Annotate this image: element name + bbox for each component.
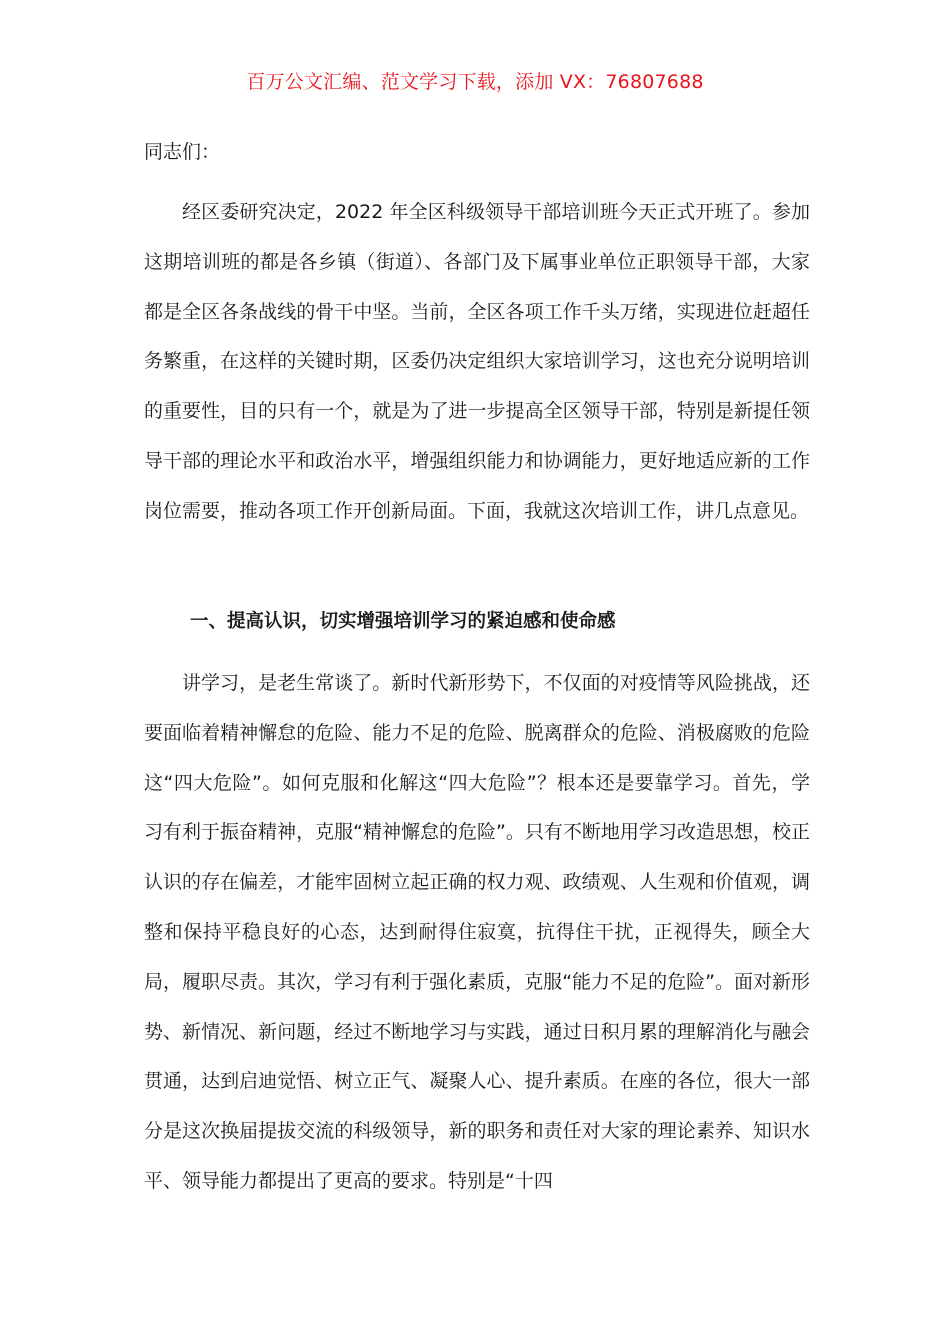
paragraph-section-1: 讲学习，是老生常谈了。新时代新形势下，不仅面的对疫情等风险挑战，还要面临着精神懈怠的危险、能力不足的危险、脱离群众的危险、消极腐败的危险这“四大危险”。如何克服和化解这“四大危险”？根本还是要靠学习。首先，学习有利于振奋精神，克服“精神懈怠的危险”。只有不断地用学习改造思想，校正认识的存在偏差，才能牢固树立起正确的权力观、政绩观、人生观和价值观，调整和保持平稳良好的心态，达到耐得住寂寞，抗得住干扰，正视得失，顾全大局，履职尽责。其次，学习有利于强化素质，克服“能力不足的危险”。面对新形势、新情况、新问题，经过不断地学习与实践，通过日积月累的理解消化与融会贯通，达到启迪觉悟、树立正气、凝聚人心、提升素质。在座的各位，很大一部分是这次换届提拔交流的科级领导，新的职务和责任对大家的理论素养、知识水平、领导能力都提出了更高的要求。特别是“十四 (144, 672, 810, 1192)
section-heading-1: 一、提高认识，切实增强培训学习的紧迫感和使命感 (190, 611, 616, 632)
salutation: 同志们： (144, 141, 221, 163)
header-notice: 百万公文汇编、范文学习下载，添加 VX：76807688 (246, 71, 704, 93)
paragraph-intro: 经区委研究决定，2022 年全区科级领导干部培训班今天正式开班了。参加这期培训班的都是各乡镇（街道）、各部门及下属事业单位正职领导干部，大家都是全区各条战线的骨干中坚。当前，全区各项工作千头万绪，实现进位赶超任务繁重，在这样的关键时期，区委仍决定组织大家培训学习，这也充分说明培训的重要性，目的只有一个，就是为了进一步提高全区领导干部，特别是新提任领导干部的理论水平和政治水平，增强组织能力和协调能力，更好地适应新的工作岗位需要，推动各项工作开创新局面。下面，我就这次培训工作，讲几点意见。 (144, 201, 810, 522)
